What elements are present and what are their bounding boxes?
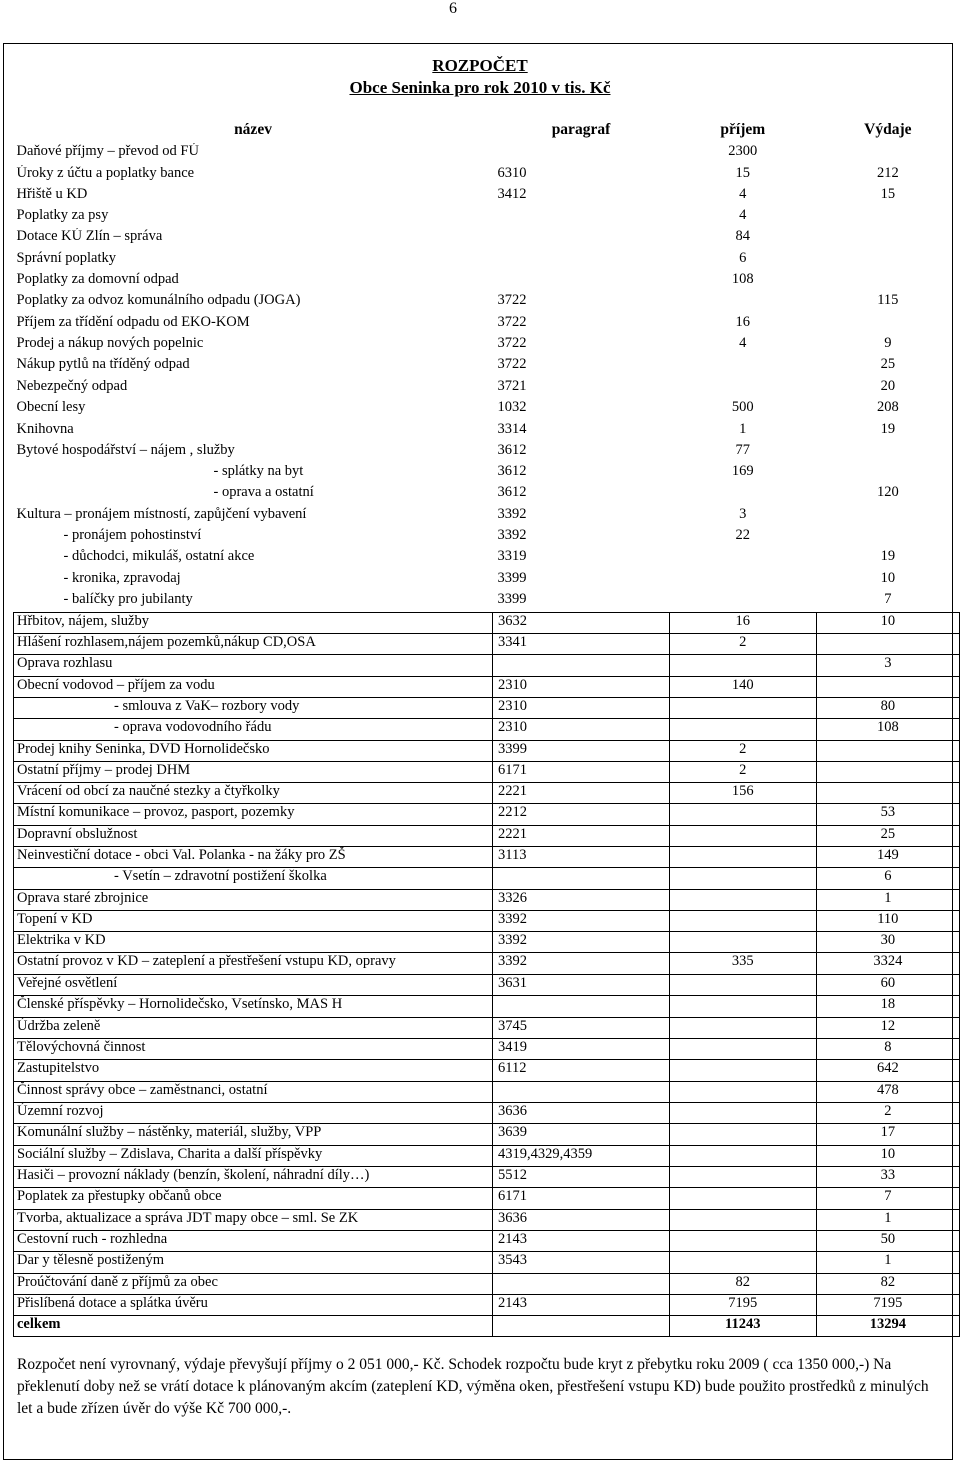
row-name: Hasiči – provozní náklady (benzín, školení, náhradní díly…)	[14, 1167, 493, 1188]
page-number: 6	[449, 0, 457, 17]
row-name: Tvorba, aktualizace a správa JDT mapy obce – sml. Se ZK	[14, 1209, 493, 1230]
row-income: 82	[669, 1273, 816, 1294]
row-paragraph: 6171	[493, 761, 670, 782]
table-row	[14, 186, 960, 207]
row-paragraph: 2143	[493, 1230, 670, 1251]
row-expenses: 9	[884, 335, 892, 352]
row-expenses	[816, 740, 959, 761]
row-expenses	[816, 207, 959, 228]
row-expenses: 12	[816, 1017, 959, 1038]
row-name: Místní komunikace – provoz, pasport, pozemky	[14, 804, 493, 825]
row-expenses	[816, 527, 959, 548]
table-row	[14, 996, 960, 1017]
row-name: Kultura – pronájem místností, zapůjčení vybavení	[16, 505, 307, 522]
row-income	[669, 1017, 816, 1038]
budget-table	[13, 122, 960, 1337]
row-expenses: 1	[816, 1209, 959, 1230]
row-income	[669, 910, 816, 931]
row-expenses: 60	[816, 974, 959, 995]
table-row	[14, 591, 960, 612]
row-expenses: 7	[884, 590, 892, 607]
table-row	[14, 634, 960, 655]
table-row	[14, 506, 960, 527]
row-expenses: 1	[816, 889, 959, 910]
table-row	[14, 207, 960, 228]
row-paragraph: 2221	[493, 783, 670, 804]
row-name: Sociální služby – Zdislava, Charita a další příspěvky	[14, 1145, 493, 1166]
row-income: 335	[669, 953, 816, 975]
row-name: Neinvestiční dotace - obci Val. Polanka - na žáky pro ZŠ	[14, 847, 493, 868]
row-paragraph: 3392	[493, 932, 670, 953]
table-row	[14, 655, 960, 676]
row-income: 84	[735, 228, 751, 245]
row-paragraph: 3399	[497, 590, 527, 607]
table-row	[14, 761, 960, 782]
row-name: Obecní vodovod – příjem za vodu	[14, 676, 493, 697]
table-row	[14, 868, 960, 889]
row-paragraph: 3722	[497, 313, 527, 330]
row-paragraph: 3341	[493, 634, 670, 655]
row-name: - Vsetín – zdravotní postižení školka	[14, 868, 493, 889]
row-paragraph: 3632	[493, 612, 670, 633]
row-name: Cestovní ruch - rozhledna	[14, 1230, 493, 1251]
table-row	[14, 783, 960, 804]
row-name: Veřejné osvětlení	[14, 974, 493, 995]
row-paragraph: 3113	[493, 847, 670, 868]
row-expenses: 10	[880, 569, 896, 586]
row-expenses	[816, 271, 959, 292]
row-name: - splátky na byt	[213, 463, 304, 480]
row-expenses: 120	[876, 484, 899, 501]
row-paragraph: 3399	[493, 740, 670, 761]
row-paragraph	[493, 207, 670, 228]
row-paragraph: 3543	[493, 1252, 670, 1273]
row-paragraph: 3722	[497, 356, 527, 373]
row-name: celkem	[14, 1316, 493, 1337]
table-row	[14, 676, 960, 697]
row-name: Poplatek za přestupky občanů obce	[14, 1188, 493, 1209]
row-name: Bytové hospodářství – nájem , služby	[16, 441, 235, 458]
table-row	[14, 442, 960, 463]
row-name: Činnost správy obce – zaměstnanci, ostatní	[14, 1081, 493, 1103]
row-name: Nebezpečný odpad	[16, 377, 128, 394]
row-paragraph: 3639	[493, 1124, 670, 1145]
header-paragraph: paragraf	[551, 122, 611, 138]
table-row	[14, 697, 960, 718]
row-income: 11243	[669, 1316, 816, 1337]
row-paragraph: 6112	[493, 1060, 670, 1082]
row-expenses	[816, 506, 959, 527]
row-paragraph: 3631	[493, 974, 670, 995]
row-paragraph: 6310	[497, 164, 527, 181]
row-expenses: 33	[816, 1167, 959, 1188]
row-name: Vrácení od obcí za naučné stezky a čtyřkolky	[14, 783, 493, 804]
row-expenses: 53	[816, 804, 959, 825]
row-expenses: 7195	[816, 1294, 959, 1315]
row-income	[669, 570, 816, 591]
row-expenses: 80	[816, 697, 959, 718]
row-income	[669, 825, 816, 846]
row-paragraph: 2143	[493, 1294, 670, 1315]
row-income	[669, 932, 816, 953]
total-row	[14, 1316, 960, 1337]
table-row	[14, 1230, 960, 1251]
row-name: Oprava rozhlasu	[14, 655, 493, 676]
row-name: Ostatní provoz v KD – zateplení a přestřešení vstupu KD, opravy	[14, 953, 493, 975]
row-expenses: 115	[877, 292, 899, 309]
row-expenses: 13294	[816, 1316, 959, 1337]
document-subtitle: Obce Seninka pro rok 2010 v tis. Kč	[349, 78, 611, 97]
row-paragraph: 3412	[497, 185, 527, 202]
row-income	[669, 974, 816, 995]
row-paragraph: 2310	[493, 697, 670, 718]
row-name: Daňové příjmy – převod od FÚ	[16, 143, 199, 160]
row-paragraph: 3722	[497, 335, 527, 352]
table-row	[14, 548, 960, 569]
table-row	[14, 974, 960, 995]
row-income: 77	[735, 441, 751, 458]
row-income: 7195	[669, 1294, 816, 1315]
row-income: 140	[669, 676, 816, 697]
row-expenses	[816, 463, 959, 484]
row-income: 2	[669, 634, 816, 655]
row-paragraph: 3636	[493, 1103, 670, 1124]
table-header-row	[14, 122, 960, 143]
table-row	[14, 889, 960, 910]
row-expenses	[816, 783, 959, 804]
row-expenses: 25	[816, 825, 959, 846]
header-expenses: Výdaje	[864, 122, 912, 138]
row-expenses: 50	[816, 1230, 959, 1251]
table-row	[14, 165, 960, 186]
table-row	[14, 292, 960, 314]
table-row	[14, 1038, 960, 1059]
row-expenses: 6	[816, 868, 959, 889]
table-row	[14, 1060, 960, 1082]
row-paragraph: 3326	[493, 889, 670, 910]
row-name: - balíčky pro jubilanty	[63, 590, 193, 607]
row-paragraph: 3392	[497, 527, 527, 544]
table-row	[14, 1124, 960, 1145]
row-name: Správní poplatky	[16, 249, 116, 266]
row-expenses: 1	[816, 1252, 959, 1273]
row-income: 4	[739, 335, 747, 352]
row-expenses: 19	[880, 420, 896, 437]
row-name: - kronika, zpravodaj	[63, 569, 181, 586]
row-name: Dotace KÚ Zlín – správa	[16, 228, 163, 245]
header-income: příjem	[720, 122, 766, 138]
row-expenses: 17	[816, 1124, 959, 1145]
row-paragraph: 3392	[493, 910, 670, 931]
row-expenses: 149	[816, 847, 959, 868]
row-expenses: 8	[816, 1038, 959, 1059]
table-row	[14, 1145, 960, 1166]
table-row	[14, 1103, 960, 1124]
row-income	[669, 868, 816, 889]
row-income	[669, 1081, 816, 1103]
table-row	[14, 335, 960, 356]
row-income	[669, 292, 816, 314]
row-name: Úroky z účtu a poplatky bance	[16, 164, 195, 181]
row-name: Přislíbená dotace a splátka úvěru	[14, 1294, 493, 1315]
row-name: Dopravní obslužnost	[14, 825, 493, 846]
row-paragraph: 6171	[493, 1188, 670, 1209]
row-income	[669, 996, 816, 1017]
row-expenses: 19	[880, 548, 896, 565]
row-paragraph: 3612	[497, 484, 527, 501]
row-name: Členské příspěvky – Hornolidečsko, Vsetínsko, MAS H	[14, 996, 493, 1017]
table-row	[14, 421, 960, 442]
row-expenses	[816, 442, 959, 463]
table-row	[14, 250, 960, 271]
table-row	[14, 932, 960, 953]
row-name: Údržba zeleně	[14, 1017, 493, 1038]
row-paragraph	[493, 250, 670, 271]
table-row	[14, 570, 960, 591]
row-income	[669, 804, 816, 825]
row-expenses: 2	[816, 1103, 959, 1124]
row-income	[669, 719, 816, 740]
table-row	[14, 1017, 960, 1038]
row-income	[669, 1188, 816, 1209]
table-row	[14, 463, 960, 484]
row-paragraph: 2310	[493, 676, 670, 697]
row-paragraph: 5512	[493, 1167, 670, 1188]
row-paragraph	[493, 996, 670, 1017]
row-name: Hřbitov, nájem, služby	[14, 612, 493, 633]
row-expenses: 208	[876, 399, 899, 416]
row-paragraph: 3319	[497, 548, 527, 565]
row-expenses: 108	[816, 719, 959, 740]
row-expenses: 82	[816, 1273, 959, 1294]
row-paragraph: 2212	[493, 804, 670, 825]
row-income: 22	[735, 527, 751, 544]
row-expenses: 18	[816, 996, 959, 1017]
row-income	[669, 889, 816, 910]
row-income	[669, 591, 816, 612]
budget-note: Rozpočet není vyrovnaný, výdaje převyšují příjmy o 2 051 000,- Kč. Schodek rozpočtu bude kryt z přebytku roku 2009 ( cca 1350 000,-) Na překlenutí doby než se vrátí dotace k plánovaným akcím (zateplení KD, výměna oken, přestřešení vstupu KD) bude použito prostředků z minulých let a bude zřízen úvěr do výše Kč 700 000,-.	[17, 1356, 929, 1417]
row-expenses: 20	[880, 377, 896, 394]
row-paragraph: 4319,4329,4359	[493, 1145, 670, 1166]
row-income	[669, 1230, 816, 1251]
row-name: - důchodci, mikuláš, ostatní akce	[63, 548, 255, 565]
row-name: Ostatní příjmy – prodej DHM	[14, 761, 493, 782]
row-expenses: 3324	[816, 953, 959, 975]
row-paragraph	[493, 143, 670, 164]
table-row	[14, 1294, 960, 1315]
row-paragraph: 3612	[497, 441, 527, 458]
row-income: 500	[731, 399, 754, 416]
row-name: Topení v KD	[14, 910, 493, 931]
row-paragraph	[493, 1081, 670, 1103]
table-row	[14, 740, 960, 761]
row-expenses: 10	[816, 612, 959, 633]
header-name: název	[234, 122, 272, 138]
row-expenses	[816, 634, 959, 655]
row-paragraph	[493, 1273, 670, 1294]
row-income	[669, 378, 816, 399]
table-row	[14, 1209, 960, 1230]
row-name: Obecní lesy	[16, 399, 86, 416]
row-name: Tělovýchovná činnost	[14, 1038, 493, 1059]
table-row	[14, 825, 960, 846]
row-income	[669, 1252, 816, 1273]
row-income	[669, 847, 816, 868]
row-expenses	[816, 676, 959, 697]
table-row	[14, 910, 960, 931]
row-expenses: 15	[880, 185, 896, 202]
row-name: Poplatky za psy	[16, 207, 109, 224]
row-name: Poplatky za odvoz komunálního odpadu (JOGA)	[16, 292, 301, 309]
row-paragraph: 3722	[497, 292, 527, 309]
row-income	[669, 655, 816, 676]
row-income: 156	[669, 783, 816, 804]
document-title: ROZPOČET	[432, 56, 528, 75]
row-paragraph: 3314	[497, 420, 527, 437]
row-expenses	[816, 250, 959, 271]
table-row	[14, 1252, 960, 1273]
table-row	[14, 1188, 960, 1209]
row-paragraph: 3392	[493, 953, 670, 975]
table-row	[14, 1273, 960, 1294]
row-paragraph	[493, 271, 670, 292]
row-name: - pronájem pohostinství	[63, 527, 202, 544]
row-expenses: 478	[816, 1081, 959, 1103]
row-income: 3	[739, 505, 747, 522]
table-row	[14, 484, 960, 505]
row-income: 6	[739, 249, 747, 266]
row-paragraph	[493, 228, 670, 249]
table-row	[14, 1167, 960, 1188]
row-income	[669, 1103, 816, 1124]
table-row	[14, 612, 960, 633]
row-paragraph: 3399	[497, 569, 527, 586]
row-paragraph: 2310	[493, 719, 670, 740]
row-expenses: 212	[876, 164, 899, 181]
row-income	[669, 548, 816, 569]
table-row	[14, 719, 960, 740]
table-row	[14, 804, 960, 825]
table-row	[14, 143, 960, 164]
row-name: Zastupitelstvo	[14, 1060, 493, 1082]
row-name: Prodej knihy Seninka, DVD Hornolidečsko	[14, 740, 493, 761]
row-paragraph	[493, 655, 670, 676]
row-paragraph	[493, 1316, 670, 1337]
row-paragraph: 2221	[493, 825, 670, 846]
table-row	[14, 356, 960, 377]
row-name: Proúčtování daně z příjmů za obec	[14, 1273, 493, 1294]
row-name: Elektrika v KD	[14, 932, 493, 953]
row-paragraph: 3745	[493, 1017, 670, 1038]
table-row	[14, 1081, 960, 1103]
row-expenses: 10	[816, 1145, 959, 1166]
table-row	[14, 378, 960, 399]
row-paragraph: 1032	[497, 399, 527, 416]
row-name: Oprava staré zbrojnice	[14, 889, 493, 910]
table-row	[14, 228, 960, 249]
table-row	[14, 527, 960, 548]
row-expenses	[816, 314, 959, 335]
row-income: 1	[739, 420, 747, 437]
row-income	[669, 697, 816, 718]
row-name: Příjem za třídění odpadu od EKO-KOM	[16, 313, 250, 330]
row-name: Knihovna	[16, 420, 74, 437]
table-row	[14, 847, 960, 868]
row-income	[669, 1038, 816, 1059]
table-row	[14, 399, 960, 421]
row-income: 2300	[728, 143, 758, 160]
row-paragraph: 3636	[493, 1209, 670, 1230]
row-name: Nákup pytlů na tříděný odpad	[16, 356, 190, 373]
row-name: Hlášení rozhlasem,nájem pozemků,nákup CD,OSA	[14, 634, 493, 655]
row-expenses: 7	[816, 1188, 959, 1209]
row-income: 16	[735, 313, 751, 330]
row-name: Dar y tělesně postiženým	[14, 1252, 493, 1273]
row-income	[669, 1145, 816, 1166]
row-paragraph: 3612	[497, 463, 527, 480]
row-expenses: 30	[816, 932, 959, 953]
row-income: 2	[669, 740, 816, 761]
row-income: 108	[731, 271, 754, 288]
row-income: 169	[731, 463, 754, 480]
row-paragraph: 3392	[497, 505, 527, 522]
row-name: - smlouva z VaK– rozbory vody	[14, 697, 493, 718]
row-name: - oprava vodovodního řádu	[14, 719, 493, 740]
row-name: Hřiště u KD	[16, 185, 88, 202]
row-income: 4	[739, 207, 747, 224]
row-income: 16	[669, 612, 816, 633]
row-name: Komunální služby – nástěnky, materiál, služby, VPP	[14, 1124, 493, 1145]
row-expenses: 25	[880, 356, 896, 373]
row-income: 2	[669, 761, 816, 782]
row-name: Územní rozvoj	[14, 1103, 493, 1124]
row-income	[669, 1124, 816, 1145]
row-expenses: 642	[816, 1060, 959, 1082]
row-expenses	[816, 143, 959, 164]
table-row	[14, 314, 960, 335]
row-expenses	[816, 228, 959, 249]
row-income	[669, 484, 816, 505]
row-expenses	[816, 761, 959, 782]
row-income	[669, 1060, 816, 1082]
row-income: 4	[739, 185, 747, 202]
row-expenses: 3	[816, 655, 959, 676]
row-name: Poplatky za domovní odpad	[16, 271, 179, 288]
row-income	[669, 356, 816, 377]
table-row	[14, 271, 960, 292]
row-paragraph	[493, 868, 670, 889]
row-name: - oprava a ostatní	[213, 484, 314, 501]
table-row	[14, 953, 960, 975]
row-income: 15	[735, 164, 751, 181]
row-paragraph: 3721	[497, 377, 527, 394]
row-expenses: 110	[816, 910, 959, 931]
row-paragraph: 3419	[493, 1038, 670, 1059]
row-income	[669, 1209, 816, 1230]
row-income	[669, 1167, 816, 1188]
row-name: Prodej a nákup nových popelnic	[16, 335, 204, 352]
